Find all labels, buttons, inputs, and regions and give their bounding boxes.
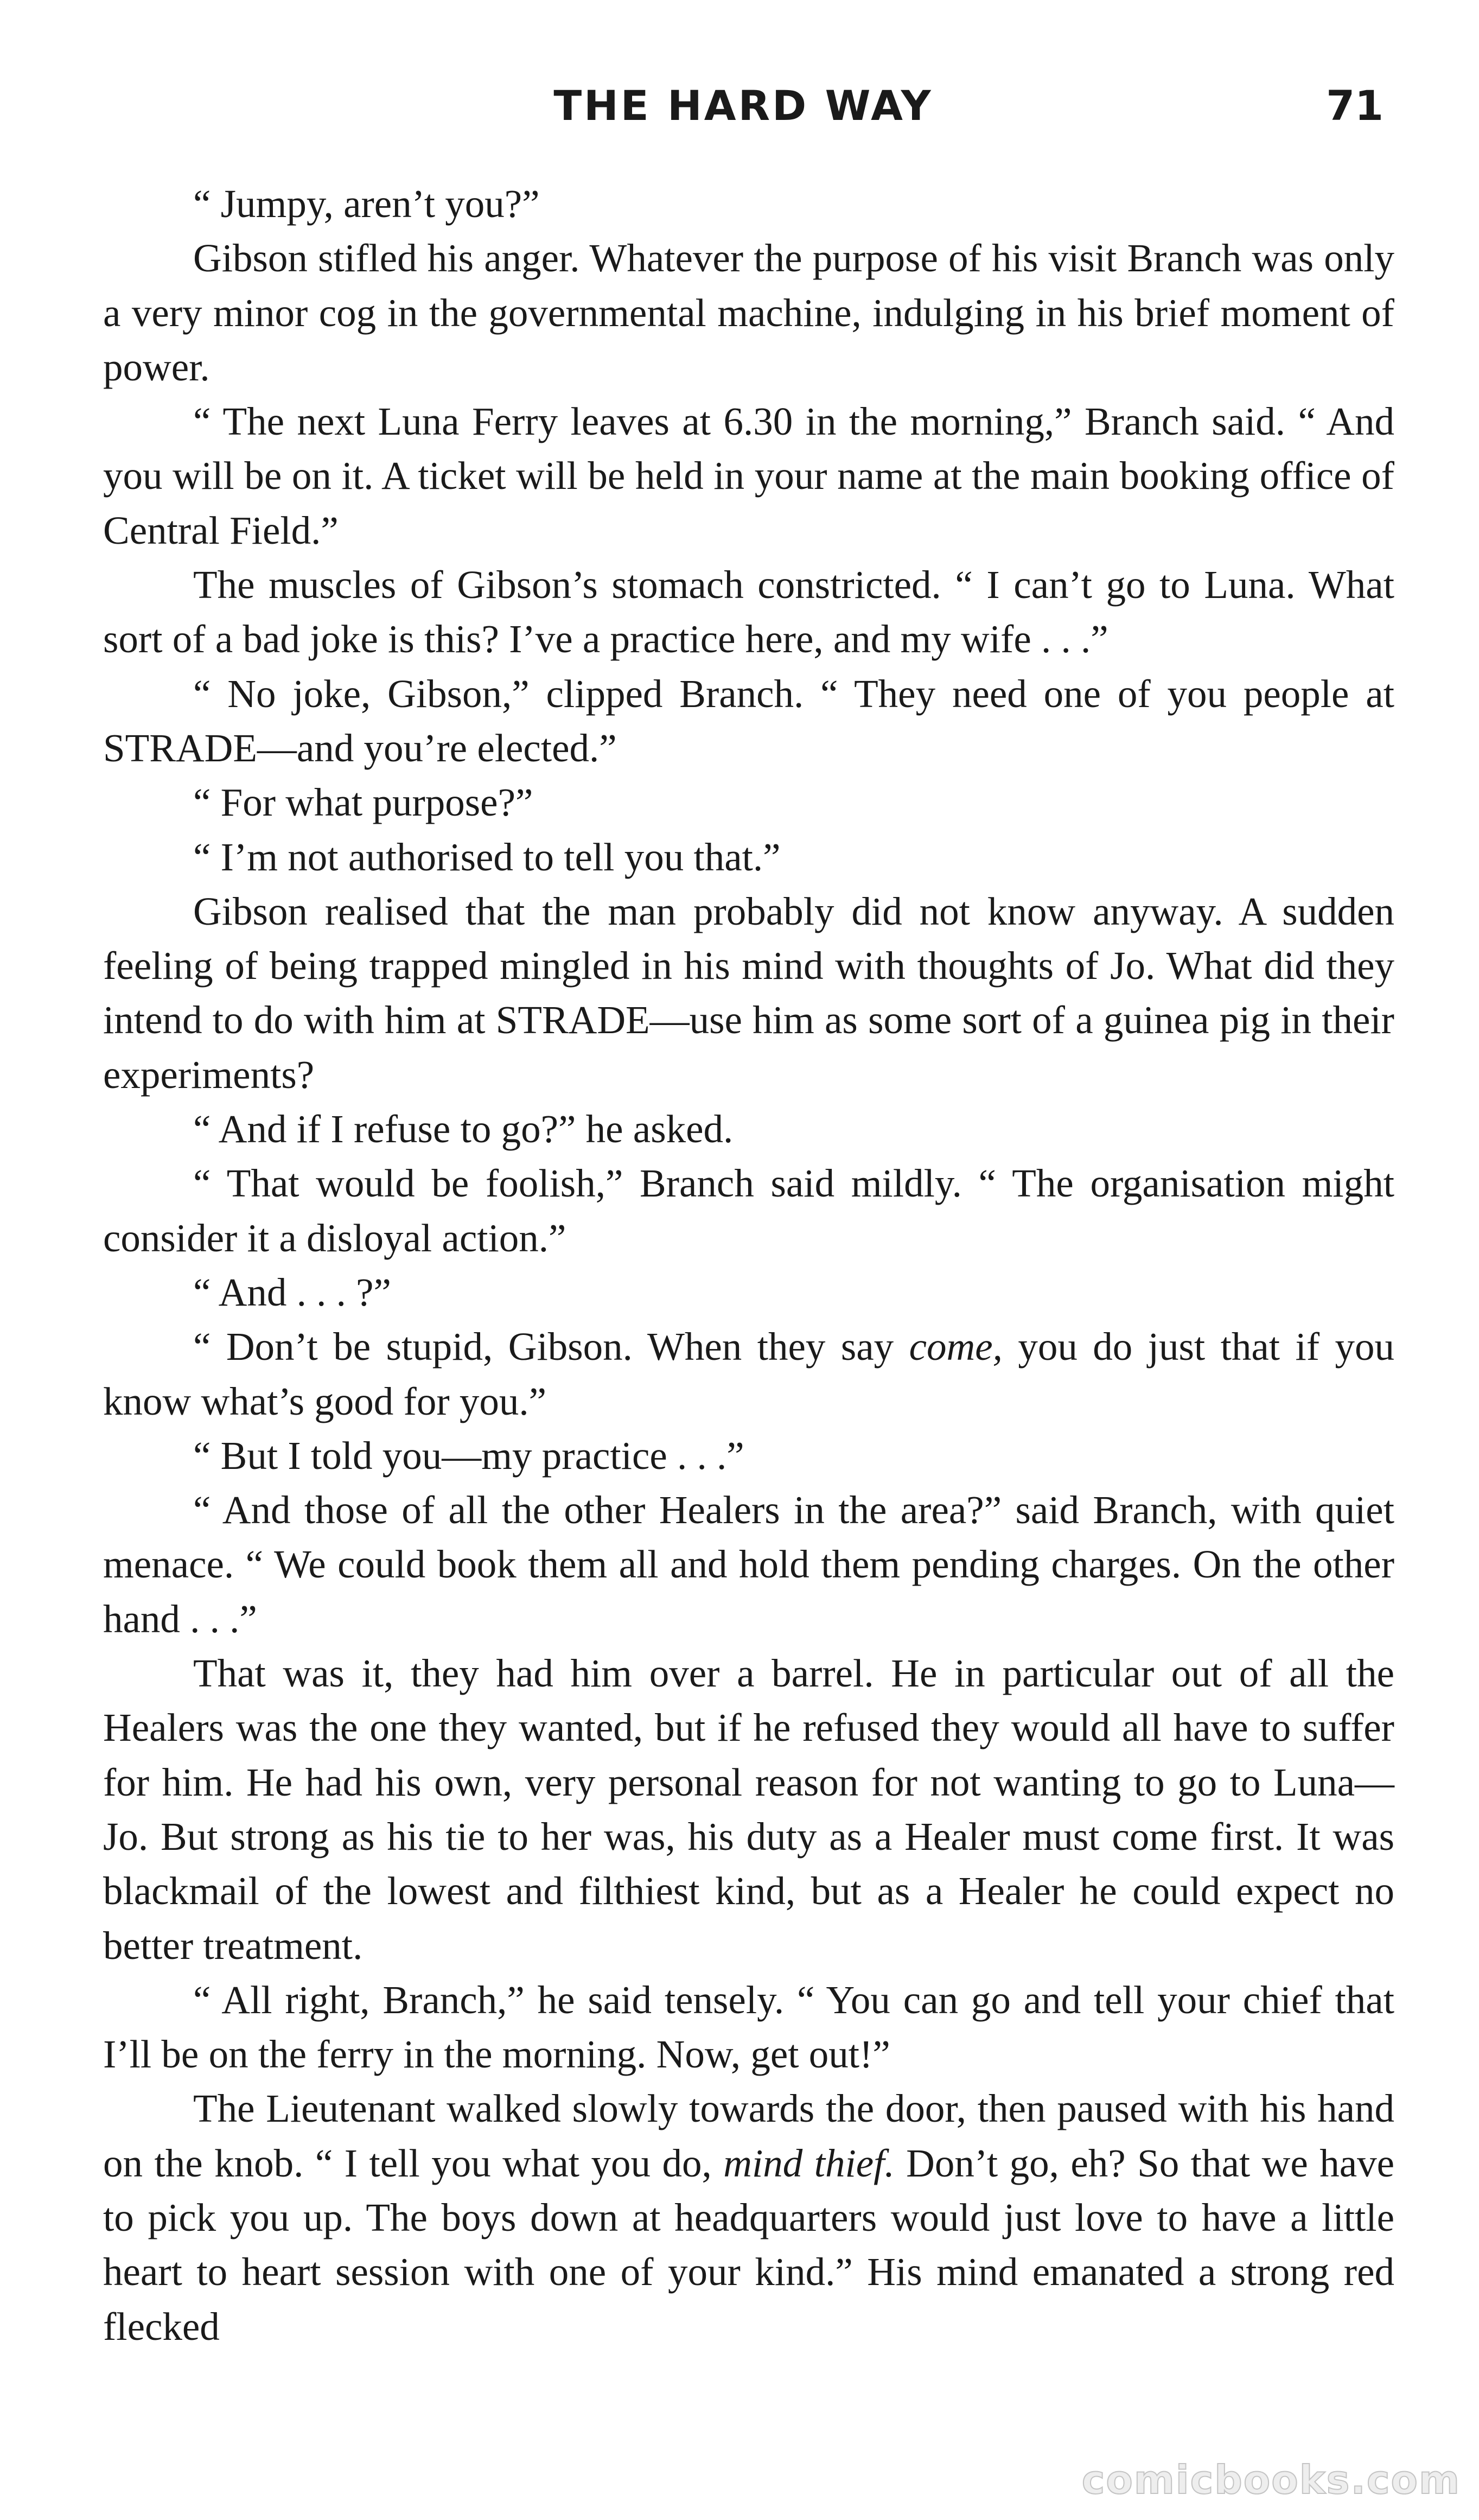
italic-run: come, xyxy=(909,1325,1003,1369)
paragraph xyxy=(103,2082,1394,2353)
italic-run: mind thief. xyxy=(723,2141,895,2185)
paragraph xyxy=(103,1102,1394,1156)
text-run: “ But I told you—my practice . . .” xyxy=(193,1433,744,1478)
paragraph xyxy=(103,1156,1394,1265)
text-run: “ No joke, Gibson,” clipped Branch. “ They need one of you people at STRADE—and you’re elected.” xyxy=(103,671,1394,770)
paragraph xyxy=(103,1265,1394,1320)
text-run: “ The next Luna Ferry leaves at 6.30 in the morning,” Branch said. “ And you will be on it. A ticket will be held in your name at the main booking office of Central Field.” xyxy=(103,399,1394,552)
body-text xyxy=(103,177,1394,2354)
paragraph xyxy=(103,394,1394,558)
text-run: “ Don’t be stupid, Gibson. When they say xyxy=(193,1325,909,1369)
text-run: “ I’m not authorised to tell you that.” xyxy=(193,835,781,879)
text-run: Gibson realised that the man probably did not know anyway. A sudden feeling of being trapped mingled in his mind with thoughts of Jo. What did they intend to do with him at STRADE—use him as some sort of a guinea pig in their experiments? xyxy=(103,889,1394,1097)
paragraph xyxy=(103,1646,1394,1973)
paragraph xyxy=(103,231,1394,394)
running-header xyxy=(103,76,1384,136)
paragraph xyxy=(103,1429,1394,1483)
paragraph xyxy=(103,775,1394,830)
text-run: “ All right, Branch,” he said tensely. “ You can go and tell your chief that I’ll be on the ferry in the morning. Now, get out!” xyxy=(103,1977,1394,2077)
paragraph xyxy=(103,1483,1394,1646)
text-run: That was it, they had him over a barrel. He in particular out of all the Healers was the one they wanted, but if he refused they would all have to suffer for him. He had his own, very personal reason for not wanting to go to Luna—Jo. But strong as his tie to her was, his duty as a Healer must come first. It was blackmail of the lowest and filthiest kind, but as a Healer he could expect no better treatment. xyxy=(103,1651,1394,1968)
text-run: The Lieutenant walked slowly towards the door, then paused with his hand on the knob. “ I tell you what you do, xyxy=(103,2086,1394,2185)
text-run: “ That would be foolish,” Branch said mildly. “ The organisation might consider it a disloyal action.” xyxy=(103,1161,1394,1260)
paragraph xyxy=(103,1973,1394,2082)
running-title: THE HARD WAY xyxy=(553,81,933,130)
text-run: “ For what purpose?” xyxy=(193,780,533,825)
paragraph xyxy=(103,884,1394,1102)
paragraph xyxy=(103,558,1394,667)
paragraph xyxy=(103,667,1394,776)
text-run: The muscles of Gibson’s stomach constricted. “ I can’t go to Luna. What sort of a bad joke is this? I’ve a practice here, and my wife . . .” xyxy=(103,563,1394,661)
text-run: you do just that if you know what’s good for you.” xyxy=(103,1325,1395,1423)
text-run: “ And . . . ?” xyxy=(193,1270,391,1314)
paragraph xyxy=(103,1320,1394,1429)
text-run: Don’t go, eh? So that we have to pick you up. The boys down at headquarters would just love to have a little heart to heart session with one of your kind.” His mind emanated a strong red flecked xyxy=(103,2141,1395,2349)
text-run: Gibson stifled his anger. Whatever the purpose of his visit Branch was only a very minor cog in the governmental machine, indulging in his brief moment of power. xyxy=(103,236,1394,389)
watermark: comicbooks.com xyxy=(1081,2457,1461,2503)
text-run: “ Jumpy, aren’t you?” xyxy=(193,182,540,226)
paragraph xyxy=(103,177,1394,231)
text-run: “ And those of all the other Healers in the area?” said Branch, with quiet menace. “ We could book them all and hold them pending charges. On the other hand . . .” xyxy=(103,1488,1394,1641)
text-run: “ And if I refuse to go?” he asked. xyxy=(193,1107,734,1151)
paragraph xyxy=(103,830,1394,884)
page-number: 71 xyxy=(1326,81,1384,130)
